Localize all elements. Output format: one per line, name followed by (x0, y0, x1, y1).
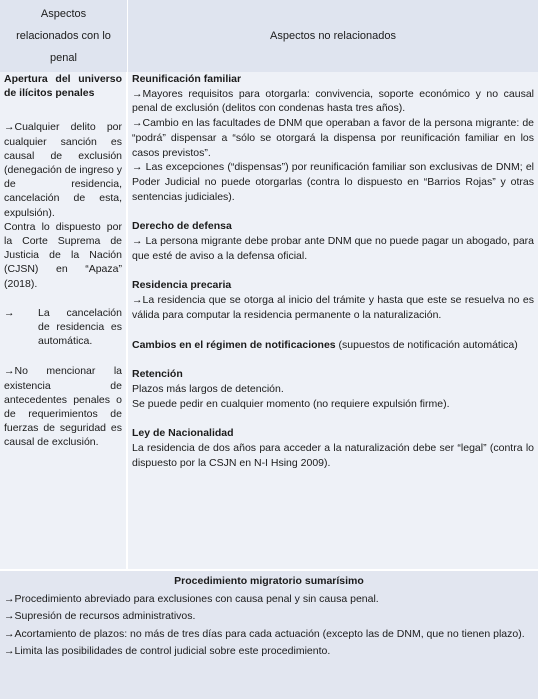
summary-procedure (0, 569, 538, 699)
section-title: Cambios en el régimen de notificaciones (132, 338, 336, 351)
section-paragraph: Plazos más largos de detención. (132, 382, 284, 395)
header-related (0, 0, 128, 72)
summary-title: Procedimiento migratorio sumarísimo (174, 575, 364, 587)
header-unrelated-label: Aspectos no relacionados (270, 30, 396, 42)
section-title-rest: (supuestos de notificación automática) (335, 338, 518, 351)
section-title: Derecho de defensa (132, 220, 232, 233)
section-title: Retención (132, 368, 183, 381)
header-unrelated (128, 0, 538, 72)
header-related-line: Aspectos (40, 8, 87, 20)
section-paragraph: Se puede pedir en cualquier momento (no requiere expulsión firme). (132, 397, 450, 410)
left-title: Apertura del universo de ilícitos penales (4, 73, 122, 100)
left-paragraph: Contra lo dispuesto por la Corte Suprema de Justicia de la Nación (CJSN) en “Apaza” (2018). (4, 220, 122, 290)
summary-item: →Limita las posibilidades de control judicial sobre este procedimiento. (4, 645, 331, 658)
summary-item: →Acortamiento de plazos: no más de tres días para cada actuación (excepto las de DNM, que no tienen plazo). (4, 627, 525, 640)
related-column (0, 72, 128, 569)
section-paragraph: → Las excepciones (“dispensas”) por reunificación familiar son exclusivas de DNM; el Poder Judicial no puede otorgarlas (contra lo dispuesto en “Barrios Rojas” y otras sentencias judiciales). (132, 161, 534, 203)
section-title: Residencia precaria (132, 279, 232, 292)
section-paragraph (132, 338, 534, 353)
section-paragraph: →La residencia que se otorga al inicio del trámite y hasta que este se resuelva no es válida para computar la residencia permanente o la naturalización. (132, 294, 534, 321)
arrow-icon: → (4, 306, 15, 319)
section-title: Reunificación familiar (132, 73, 242, 85)
left-paragraph (4, 306, 122, 349)
section-paragraph: →Cambio en las facultades de DNM que operaban a favor de la persona migrante: de “podrá” dispensar a “sólo se otorgará la dispensa por reunificación familiar en los casos previstos”. (132, 117, 534, 159)
left-paragraph: →Cualquier delito por cualquier sanción es causal de exclusión (denegación de ingreso y de residencia, cancelación de esta, expulsión). (4, 121, 122, 219)
section-paragraph: La residencia de dos años para acceder a la naturalización debe ser “legal” (contra lo dispuesto por la CSJN en N-I Hsing 2009). (132, 442, 534, 469)
header-related-line: relacionados con lo (16, 30, 111, 42)
summary-item: →Supresión de recursos administrativos. (4, 610, 196, 623)
section-title: Ley de Nacionalidad (132, 427, 234, 440)
left-paragraph: →No mencionar la existencia de antecedentes penales o de requerimientos de fuerzas de seguridad es causal de exclusión. (4, 365, 122, 449)
section-paragraph: →Mayores requisitos para otorgarla: convivencia, soporte económico y no causal penal de exclusión (delitos con condenas hasta tres años). (132, 87, 534, 115)
section-paragraph: → La persona migrante debe probar ante DNM que no puede pagar un abogado, para que esté de aviso a la defensa oficial. (132, 235, 534, 262)
header-related-line: penal (50, 52, 77, 64)
unrelated-column (128, 72, 538, 569)
left-paragraph-text: La cancelación de residencia es automática. (38, 306, 122, 348)
summary-item: →Procedimiento abreviado para exclusiones con causa penal y sin causa penal. (4, 592, 379, 605)
